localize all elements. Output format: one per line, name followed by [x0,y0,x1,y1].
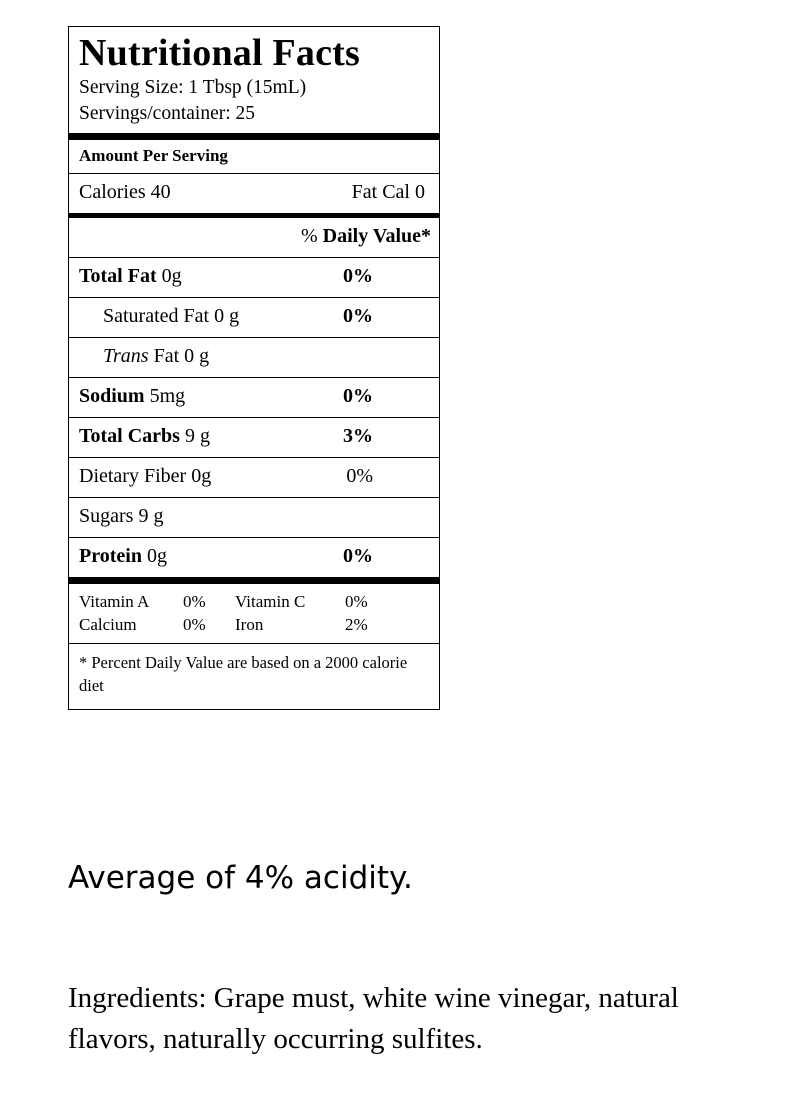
nutrient-row-sodium [69,378,439,418]
daily-value-footnote: * Percent Daily Value are based on a 2000 calorie diet [79,653,408,695]
micronutrient-value: 0% [183,591,206,611]
nutrient-label: Dietary Fiber [79,464,187,487]
micronutrient-name: Calcium [79,614,137,634]
nutrient-name [79,305,239,328]
nutrient-label: Total Fat [79,264,157,287]
micronutrient-name: Iron [235,614,264,634]
nutrient-label: Protein [79,544,142,567]
nutrient-daily-value: 3% [343,424,373,447]
micronutrient-name: Vitamin A [79,591,150,611]
nutrient-name [79,265,182,288]
micronutrient-value: 0% [183,614,206,634]
nutrient-name [79,425,210,448]
nutrient-label: Sodium [79,384,145,407]
nutrient-amount: 5mg [149,384,186,407]
nutrition-facts-title: Nutritional Facts [79,32,360,74]
nutrient-amount: 0g [191,464,212,487]
nutrient-daily-value: 0% [343,304,373,327]
nutrient-amount: 0g [146,544,167,567]
nutrient-amount: Fat 0 g [153,344,210,367]
micronutrients-block [69,584,439,645]
micronutrient-name: Vitamin C [235,591,306,611]
nutrient-label: Saturated Fat [103,304,210,327]
nutrient-row-protein [69,538,439,584]
nutrient-row-dietary-fiber [69,458,439,498]
daily-value-percent-sign: % [300,224,318,247]
nutrient-name [79,385,185,408]
daily-value-header [69,218,439,258]
nutrition-facts-panel [68,26,440,710]
micronutrient-row [79,613,429,636]
nutrient-label: Trans [103,344,149,367]
serving-info [69,74,439,132]
nutrient-row-saturated-fat [69,298,439,338]
nutrient-label: Sugars [79,504,134,527]
ingredients-text: Ingredients: Grape must, white wine vinegar, natural flavors, naturally occurring sulfites. [68,982,679,1056]
nutrient-amount: 9 g [138,504,164,527]
nutrient-name [79,505,163,528]
acidity-note: Average of 4% acidity. [68,860,413,896]
amount-per-serving-label: Amount Per Serving [69,140,439,174]
nutrient-row-sugars [69,498,439,538]
calories-label: Calories 40 [79,180,171,203]
nutrient-name [79,545,167,568]
nutrient-daily-value: 0% [343,264,373,287]
serving-size: Serving Size: 1 Tbsp (15mL) [79,77,307,99]
micronutrient-value: 2% [345,614,368,634]
nutrient-row-trans-fat [69,338,439,378]
nutrient-amount: 0 g [214,304,240,327]
micronutrient-value: 0% [345,591,368,611]
divider-thick-top [69,133,439,140]
nutrient-daily-value: 0% [346,464,373,487]
nutrient-amount: 0g [161,264,182,287]
servings-per-container: Servings/container: 25 [79,102,256,124]
nutrient-row-total-fat [69,258,439,298]
micronutrient-row [79,590,429,613]
nutrient-name [79,465,211,488]
nutrient-daily-value: 0% [343,544,373,567]
nutrient-daily-value: 0% [343,384,373,407]
daily-value-header-text: Daily Value* [322,224,431,247]
fat-calories-label: Fat Cal 0 [351,180,425,203]
nutrient-amount: 9 g [184,424,210,447]
nutrient-label: Total Carbs [79,424,180,447]
calories-row [69,174,439,218]
nutrient-row-total-carbs [69,418,439,458]
nutrient-name [79,345,209,368]
